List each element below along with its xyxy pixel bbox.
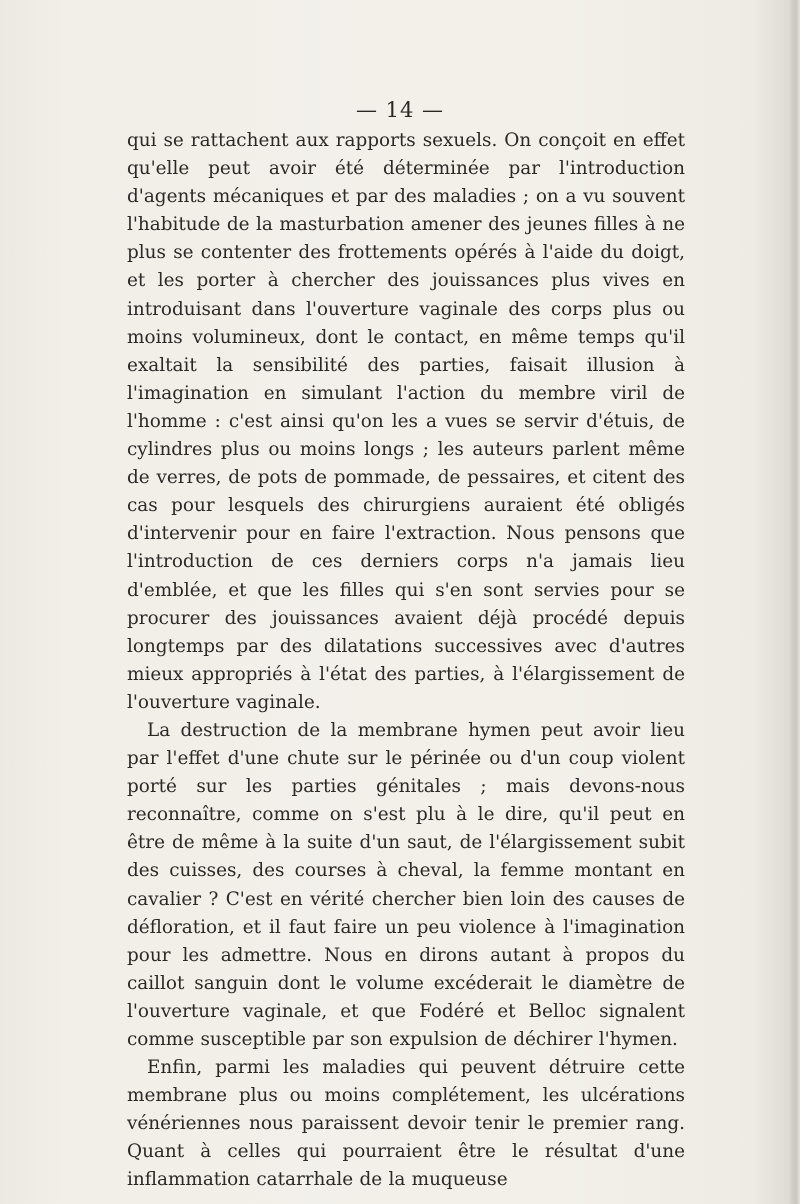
page-number-header: — 14 — bbox=[355, 98, 445, 122]
paragraph-continuation: qui se rattachent aux rapports sexuels. On conçoit en effet qu'elle peut avoir été déterminée par l'introduction d'agents mécaniques et par des maladies ; on a vu souvent l'habitude de la masturbation amener des jeunes filles à ne plus se contenter des frottements opérés à l'aide du doigt, et les porter à chercher des jouissances plus vives en introduisant dans l'ouverture vaginale des corps plus ou moins volumineux, dont le contact, en même temps qu'il exaltait la sensibilité des parties, faisait illusion à l'imagination en simulant l'action du membre viril de l'homme : c'est ainsi qu'on les a vues se servir d'étuis, de cylindres plus ou moins longs ; les auteurs parlent même de verres, de pots de pommade, de pessaires, et citent des cas pour lesquels des chirurgiens auraient été obligés d'intervenir pour en faire l'extraction. Nous pensons que l'introduction de ces derniers corps n'a jamais lieu d'emblée, et que les filles qui s'en sont servies pour se procurer des jouissances avaient déjà procédé depuis longtemps par des dilatations successives avec d'autres mieux appropriés à l'état des parties, à l'élargissement de l'ouverture vaginale. bbox=[127, 130, 685, 713]
paragraph-hymen-destruction: La destruction de la membrane hymen peut avoir lieu par l'effet d'une chute sur le périnée ou d'un coup violent porté sur les parties génitales ; mais devons-nous reconnaître, comme on s'est plu à le dire, qu'il peut en être de même à la suite d'un saut, de l'élargissement subit des cuisses, des courses à cheval, la femme montant en cavalier ? C'est en vérité chercher bien loin des causes de défloration, et il faut faire un peu violence à l'imagination pour les admettre. Nous en dirons autant à propos du caillot sanguin dont le volume excéderait le diamètre de l'ouverture vaginale, et que Fodéré et Belloc signalent comme susceptible par son expulsion de déchirer l'hymen. bbox=[127, 719, 685, 1050]
page-edge-shadow bbox=[790, 0, 800, 1204]
body-text bbox=[127, 127, 685, 1195]
paragraph-maladies: Enfin, parmi les maladies qui peuvent détruire cette membrane plus ou moins complétement, les ulcérations vénériennes nous paraissent devoir tenir le premier rang. Quant à celles qui pourraient être le résultat d'une inflammation catarrhale de la muqueuse bbox=[127, 1057, 685, 1191]
